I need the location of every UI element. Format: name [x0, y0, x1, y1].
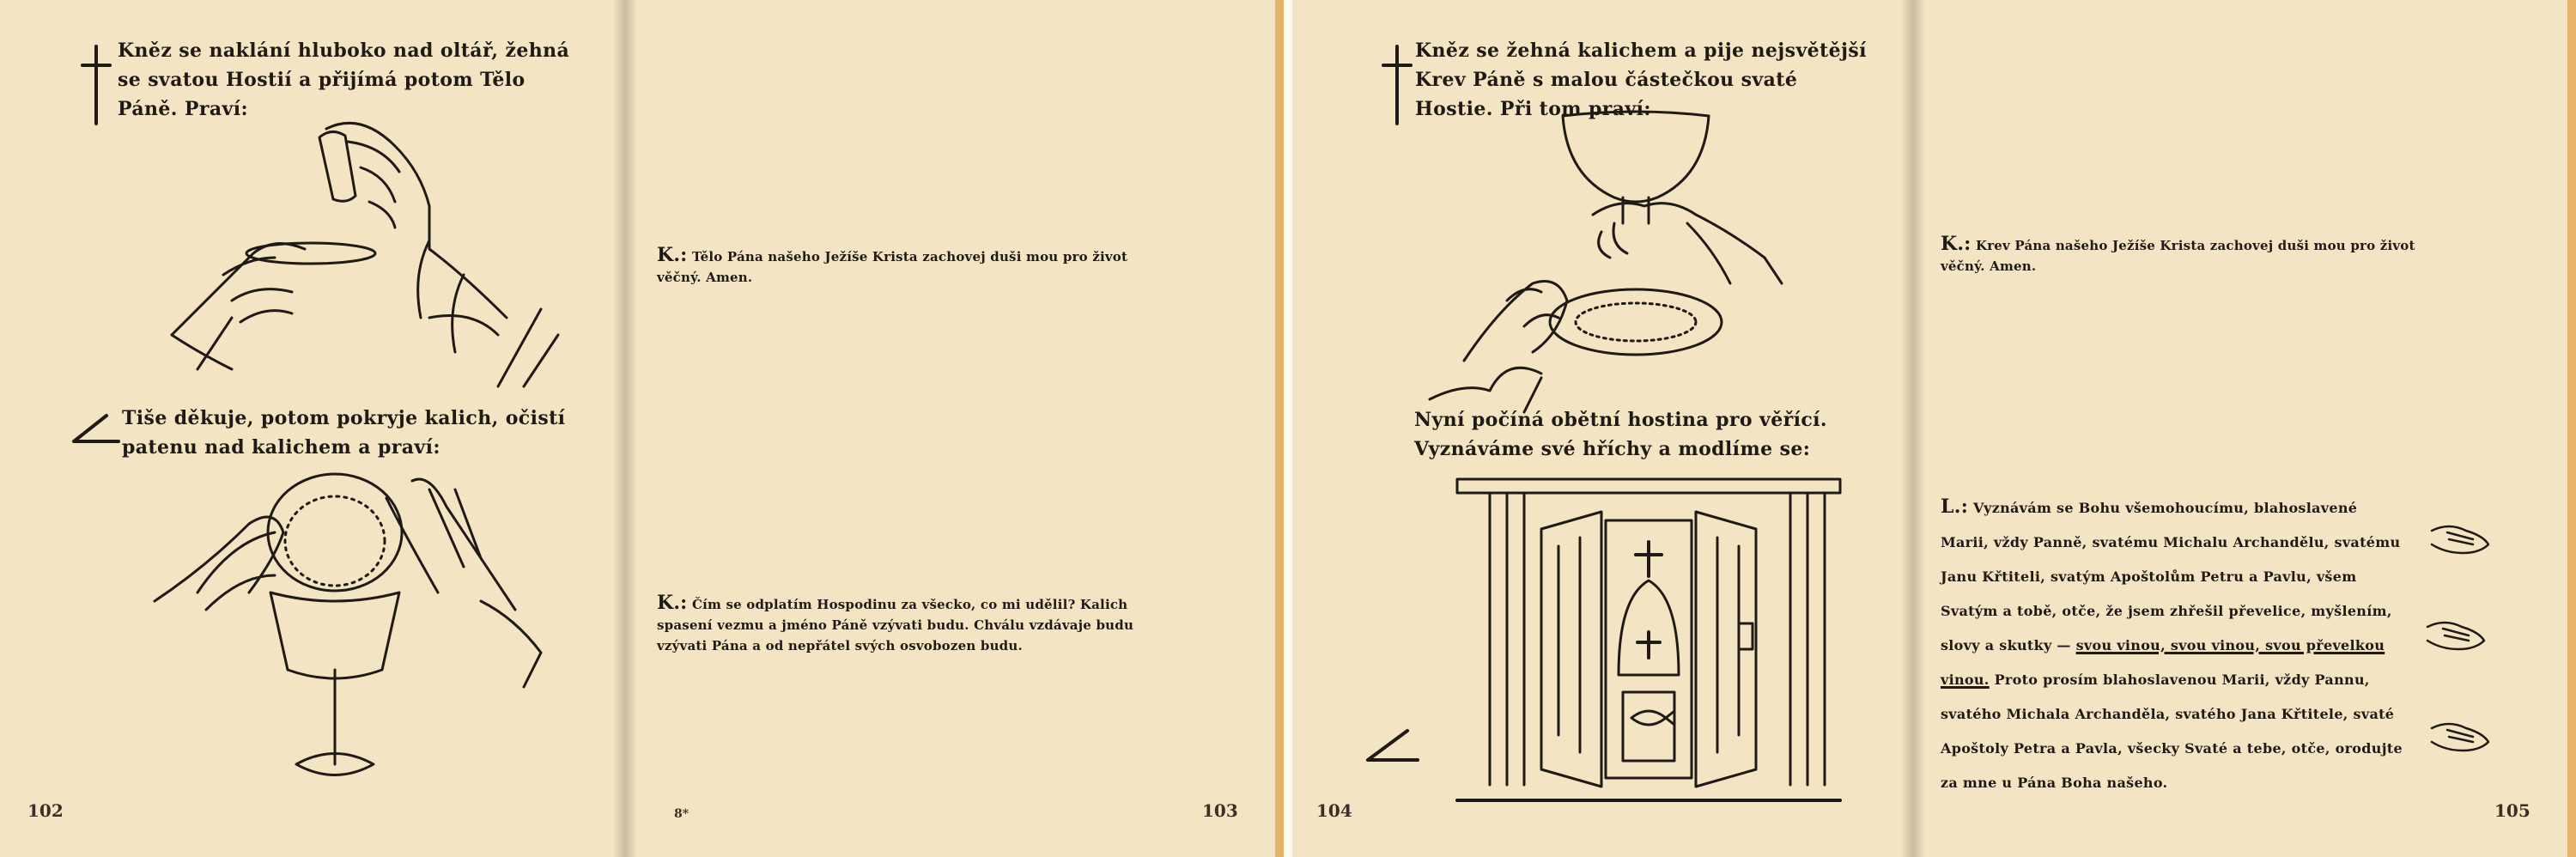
page-number: 102 — [27, 800, 64, 821]
rubric-2: Tiše děkuje, potom pokryje kalich, očistí patenu nad kalichem a praví: — [122, 407, 566, 459]
response-text: Čím se odplatím Hospodinu za všecko, co mi udělil? Kalich spasení vezmu a jméno Páně vzývati budu. Chválu vzdávaje budu vzývati Pána a od nepřátel svých osvobozen budu. — [657, 597, 1134, 653]
confiteor-text-2: Proto prosím blahoslavenou Marii, vždy Pannu, svatého Michala Archanděla, svatého Jana Křtitele, svaté Apoštoly Petra a Pavla, všecky Svaté a tebe, otče, orodujte za mne u Pána Boha našeho. — [1941, 672, 2403, 791]
rubric-1: Kněz se naklání hluboko nad oltář, žehná se svatou Hostií a přijímá potom Tělo Páně. Praví: — [118, 40, 570, 120]
rubric-2: Nyní počíná obětní hostina pro věřící. Vyznáváme své hříchy a modlíme se: — [1414, 409, 1827, 460]
book-spread-2 — [1292, 0, 2576, 857]
response-k-1 — [657, 245, 1146, 288]
hand-striking-breast-icon — [2426, 618, 2486, 653]
tabernacle-illustration — [1455, 477, 1842, 804]
response-text: Krev Pána našeho Ježíše Krista zachovej duši mou pro život věčný. Amen. — [1941, 238, 2415, 274]
page-edge — [2567, 0, 2576, 857]
response-text: Tělo Pána našeho Ježíše Krista zachovej duši mou pro život věčný. Amen. — [657, 249, 1128, 285]
chalice-with-pall-illustration — [120, 464, 567, 824]
page-103 — [635, 0, 1284, 857]
page-number: 105 — [2494, 800, 2530, 821]
response-label: K.: — [657, 592, 688, 614]
rubric-mark-icon — [69, 412, 120, 447]
page-edge — [1275, 0, 1284, 857]
confiteor-text-1: Vyznávám se Bohu všemohoucímu, blahoslavené Marii, vždy Panně, svatému Michalu Archandělu, svatému Janu Křtiteli, svatým Apoštolům Petru a Pavlu, všem Svatým a tobě, otče, že jsem zhřešil převelice, myšlením, slovy a skutky — — [1941, 500, 2401, 653]
rubric-1: Kněz se žehná kalichem a pije nejsvětější Krev Páně s malou částečkou svaté Hostie. Při tom praví: — [1415, 40, 1867, 120]
response-k-2 — [657, 593, 1138, 656]
page-105 — [1923, 0, 2576, 857]
host-and-paten-illustration — [120, 103, 567, 386]
response-label: K.: — [1941, 233, 1971, 255]
confiteor-mea-culpa: svou vinou, svou vinou, svou převelkou vinou. — [1941, 637, 2385, 688]
cross-icon — [1380, 41, 1414, 127]
page-104 — [1292, 0, 1915, 857]
response-k-1 — [1941, 234, 2430, 277]
rubric-mark-icon — [1361, 726, 1421, 769]
hand-striking-breast-icon — [2430, 522, 2490, 556]
signature-mark: 8* — [674, 807, 690, 821]
page-number: 103 — [1202, 800, 1238, 821]
page-102 — [0, 0, 623, 857]
response-label: L.: — [1941, 495, 1969, 518]
chalice-and-paten-illustration — [1430, 103, 1842, 412]
hand-striking-breast-icon — [2430, 720, 2490, 754]
book-spread-1 — [0, 0, 1284, 857]
response-l-confiteor — [1941, 489, 2404, 800]
response-label: K.: — [657, 244, 688, 266]
cross-icon — [79, 41, 113, 127]
gutter — [1902, 0, 1924, 857]
gutter — [614, 0, 636, 857]
page-number: 104 — [1316, 800, 1352, 821]
